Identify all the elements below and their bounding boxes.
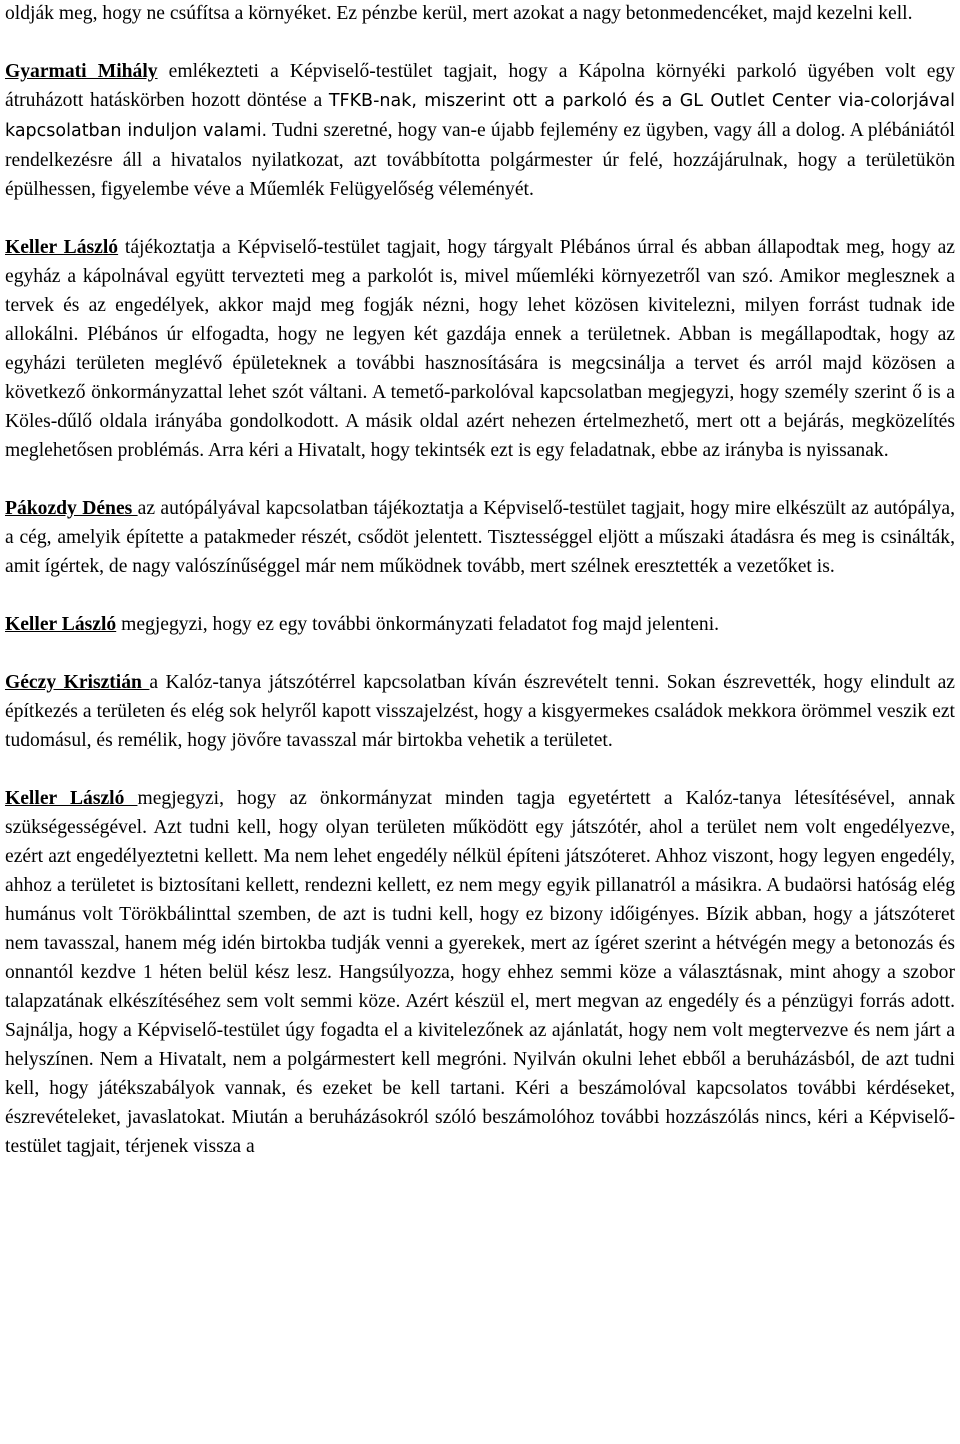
paragraph-text: emlékezteti a Képviselő-testület tagjait, hogy a Kápolna környéki parkoló ügyében volt egy átruházott hatáskörben hozott döntése a [5,61,955,111]
speaker-name: Keller László [5,788,138,809]
speaker-name: Géczy Krisztián [5,672,150,693]
paragraph-text: A plébániától rendelkezésre áll a hivatalos nyilatkozat, azt továbbította polgármester úr felé, hozzájárulnak, hogy a területükön épülhessen, figyelembe véve a Műemlék Felügyelőség véleményét. [5,120,955,200]
paragraph-intro [5,0,955,28]
speaker-name: Keller László [5,614,117,635]
paragraph-gyarmati [5,57,955,204]
paragraph-text-sans: TFKB-nak, miszerint ott a parkoló és a GL Outlet Center via-colorjával kapcsolatban induljon valami. [5,91,955,141]
paragraph-keller-1 [5,233,955,465]
paragraph-text: Tudni szeretné, hogy van-e újabb fejlemény ez ügyben, vagy áll a dolog. [267,120,846,141]
paragraph-text: megjegyzi, hogy ez egy további önkormányzati feladatot fog majd jelenteni. [116,614,720,635]
paragraph-text: oldják meg, hogy ne csúfítsa a környéket. Ez pénzbe kerül, mert azokat a nagy betonmedencéket, majd kezelni kell. [5,3,913,24]
paragraph-keller-2 [5,610,955,639]
speaker-name: Gyarmati Mihály [5,61,158,82]
paragraph-text: tájékoztatja a Képviselő-testület tagjait, hogy tárgyalt Plébános úrral és abban állapodtak meg, hogy az egyház a kápolnával együtt tervezteti meg a parkolót is, mivel műemléki környezetről van szó. Amikor meglesznek a tervek és az engedélyek, akkor majd meg fogják nézni, hogy lehet közösen kivitelezni, milyen forrást tudnak ide allokálni. Plébános úr elfogadta, hogy ne legyen két gazdája ennek a területnek. Abban is megállapodtak, hogy az egyházi területen meglévő épületeknek a további hasznosítására is megcsinálja a tervet és arról majd közösen a következő önkormányzattal lehet szót váltani. A temető-parkolóval kapcsolatban megjegyzi, hogy személy szerint ő is a Köles-dűlő oldala irányába gondolkodott. A másik oldal azért nehezen értelmezhető, mert ott a bejárás, megközelítés meglehetősen problémás. Arra kéri a Hivatalt, hogy tekintsék ezt is egy feladatnak, ebbe az irányba is nyissanak. [5,237,955,461]
paragraph-text: a Kalóz-tanya játszótérrel kapcsolatban kíván észrevételt tenni. Sokan észrevették, hogy elindult az építkezés a területen és elég sok helyről kapott visszajelzést, hogy a kisgyermekes családok mekkora örömmel veszik ezt tudomásul, és remélik, hogy jövőre tavasszal már birtokba vehetik a területet. [5,672,955,751]
speaker-name: Keller László [5,237,119,258]
paragraph-pakozdy [5,494,955,581]
paragraph-geczy [5,668,955,755]
paragraph-text: az autópályával kapcsolatban tájékoztatja a Képviselő-testület tagjait, hogy mire elkészült az autópálya, a cég, amelyik építette a patakmeder részét, csődöt jelentett. Tisztességgel eljött a műszaki átadásra és meg is csinálták, amit ígértek, de nagy valószínűséggel már nem működnek tovább, mert szélnek eresztették a vezetőket is. [5,498,955,577]
speaker-name: Pákozdy Dénes [5,498,138,519]
paragraph-text: megjegyzi, hogy az önkormányzat minden tagja egyetértett a Kalóz-tanya létesítésével, annak szükségességével. Azt tudni kell, hogy olyan területen működött egy játszótér, ahol a terület nem volt engedélyezve, ezért azt engedélyeztetni kellett. Ma nem lehet engedély nélkül építeni játszóteret. Ahhoz viszont, hogy legyen engedély, ahhoz a területet is biztosítani kellett, rendezni kellett, ez nem megy egyik pillanatról a másikra. A budaörsi hatóság elég humánus volt Törökbálinttal szemben, de azt is tudni kell, hogy ez bizony időigényes. Bízik abban, hogy a játszóteret nem tavasszal, hanem még idén birtokba tudják venni a gyerekek, mert az ígéret szerint a hétvégén megy a betonozás és onnantól kezdve 1 héten belül kész lesz. Hangsúlyozza, hogy ehhez semmi köze a választásnak, mint ahogy a szobor talapzatának elkészítéséhez sem volt semmi köze. Azért készül el, mert megvan az engedély és a pénzügyi forrás adott. Sajnálja, hogy a Képviselő-testület úgy fogadta el a kivitelezőnek az ajánlatát, hogy nem volt megtervezve és nem járt a helyszínen. Nem a Hivatalt, nem a polgármestert kell megróni. Nyilván okulni lehet ebből a beruházásból, de azt tudni kell, hogy játékszabályok vannak, és ezeket be kell tartani. Kéri a beszámolóval kapcsolatos további kérdéseket, észrevételeket, javaslatokat. Miután a beruházásokról szóló beszámolóhoz további hozzászólás nincs, kéri a Képviselő-testület tagjait, térjenek vissza a [5,788,955,1157]
document-page [5,0,955,1190]
paragraph-keller-3 [5,784,955,1161]
